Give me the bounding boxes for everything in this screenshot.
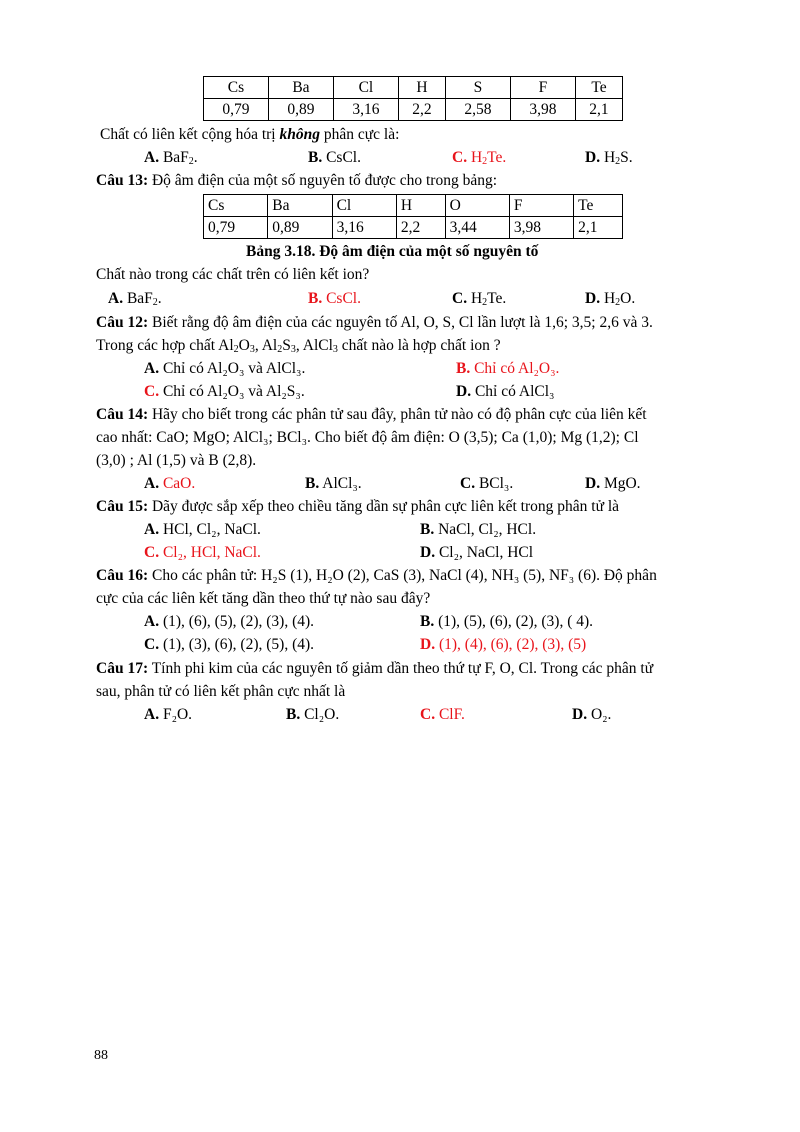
table-cell: 2,2 <box>398 99 445 121</box>
table-cell: Cs <box>204 195 268 217</box>
table-cell: Ba <box>268 195 332 217</box>
option-b: B. (1), (5), (6), (2), (3), ( 4). <box>420 613 594 630</box>
table-cell: 2,1 <box>575 99 622 121</box>
table-cell: F <box>510 77 575 99</box>
table-caption: Bảng 3.18. Độ âm điện của một số nguyên tố <box>246 243 539 260</box>
table-cell: F <box>509 195 573 217</box>
question-14-line3: (3,0) ; Al (1,5) và B (2,8). <box>96 452 257 469</box>
option-a: A. BaF$_2$. <box>144 149 198 167</box>
option-b: B. NaCl, Cl₂, HCl. <box>420 521 537 538</box>
table-row <box>204 217 623 239</box>
table-row <box>204 195 623 217</box>
table-cell: Cs <box>204 77 269 99</box>
question-15: Câu 15: Dãy được sắp xếp theo chiều tăng dần sự phân cực liên kết trong phân tử là <box>96 498 620 515</box>
option-b-correct: B. CsCl. <box>308 290 361 307</box>
table-cell: 3,98 <box>510 99 575 121</box>
table-cell: Te <box>575 77 622 99</box>
option-d: D. $H_2O$. <box>585 290 636 308</box>
table-cell: 3,44 <box>445 217 509 239</box>
option-c-correct: C. $H_2Te$. <box>452 149 507 167</box>
option-b: B. CsCl. <box>308 149 361 166</box>
option-a: A. Chỉ có Al₂O₃ và AlCl₃. <box>144 360 306 377</box>
question-14-line2: cao nhất: CaO; MgO; AlCl₃; BCl₃. Cho biết độ âm điện: O (3,5); Ca (1,0); Mg (1,2); Cl <box>96 429 639 446</box>
option-d: D. $H_2S$. <box>585 149 633 167</box>
option-d: D. Cl₂, NaCl, HCl <box>420 544 534 561</box>
option-c-correct: C. ClF. <box>420 706 465 723</box>
table-cell: 3,16 <box>332 217 396 239</box>
option-a-correct: A. CaO. <box>144 475 196 492</box>
table-cell: 2,58 <box>445 99 510 121</box>
option-d: D. MgO. <box>585 475 641 492</box>
table-cell: 0,89 <box>268 99 333 121</box>
question-16-line2: cực của các liên kết tăng dần theo thứ tự nào sau đây? <box>96 590 431 607</box>
option-a: A. F₂O. <box>144 706 193 723</box>
table-cell: O <box>445 195 509 217</box>
option-c: C. $H_2Te$. <box>452 290 507 308</box>
page-number: 88 <box>94 1048 108 1063</box>
question-intro <box>100 126 399 144</box>
option-a: A. (1), (6), (5), (2), (3), (4). <box>144 613 315 630</box>
option-c-correct: C. Cl₂, HCl, NaCl. <box>144 544 261 561</box>
electronegativity-table-2 <box>203 194 623 239</box>
table-cell: Te <box>574 195 623 217</box>
table-cell: Cl <box>332 195 396 217</box>
option-c: C. (1), (3), (6), (2), (5), (4). <box>144 636 315 653</box>
question-13-prompt: Chất nào trong các chất trên có liên kết ion? <box>96 266 370 283</box>
question-17: Câu 17: Tính phi kim của các nguyên tố giảm dần theo thứ tự F, O, Cl. Trong các phân tử <box>96 660 654 677</box>
question-16: Câu 16: Cho các phân tử: H₂S (1), H₂O (2), CaS (3), NaCl (4), NH₃ (5), NF₃ (6). Độ phân <box>96 567 657 584</box>
table-cell: 2,2 <box>396 217 445 239</box>
table-cell: Cl <box>333 77 398 99</box>
table-cell: 2,1 <box>574 217 623 239</box>
question-12: Câu 12: Biết rằng độ âm điện của các nguyên tố Al, O, S, Cl lần lượt là 1,6; 3,5; 2,6 và 3. <box>96 314 653 331</box>
question-12-line2: Trong các hợp chất $Al_2O_3$, $Al_2S_3$, AlCl$_3$ chất nào là hợp chất ion ? <box>96 337 501 355</box>
option-a: A. BaF$_2$. <box>108 290 162 308</box>
table-row <box>204 99 623 121</box>
emphasis-text: không <box>279 126 320 143</box>
table-cell: 0,89 <box>268 217 332 239</box>
option-b: B. Cl₂O. <box>286 706 340 723</box>
option-b: B. AlCl₃. <box>305 475 362 492</box>
table-cell: 3,16 <box>333 99 398 121</box>
option-d-correct: D. (1), (4), (6), (2), (3), (5) <box>420 636 587 653</box>
question-14: Câu 14: Hãy cho biết trong các phân tử sau đây, phân tử nào có độ phân cực của liên kết <box>96 406 647 423</box>
table-cell: 0,79 <box>204 217 268 239</box>
option-b-correct: B. Chỉ có Al₂O₃. <box>456 360 560 377</box>
table-cell: 0,79 <box>204 99 269 121</box>
option-d: D. Chỉ có AlCl₃ <box>456 383 555 400</box>
question-text: Chất có liên kết cộng hóa trị <box>100 126 280 143</box>
option-c: C. BCl₃. <box>460 475 514 492</box>
table-cell: H <box>398 77 445 99</box>
table-row <box>204 77 623 99</box>
option-c-label-red: C. Chỉ có Al₂O₃ và Al₂S₃. <box>144 383 305 400</box>
question-17-line2: sau, phân tử có liên kết phân cực nhất là <box>96 683 346 700</box>
table-cell: 3,98 <box>509 217 573 239</box>
table-cell: Ba <box>268 77 333 99</box>
question-text: phân cực là: <box>320 126 400 143</box>
table-cell: S <box>445 77 510 99</box>
question-13: Câu 13: Độ âm điện của một số nguyên tố được cho trong bảng: <box>96 172 498 189</box>
option-d: D. O₂. <box>572 706 612 723</box>
option-a: A. HCl, Cl₂, NaCl. <box>144 521 261 538</box>
table-cell: H <box>396 195 445 217</box>
electronegativity-table-1 <box>203 76 623 121</box>
